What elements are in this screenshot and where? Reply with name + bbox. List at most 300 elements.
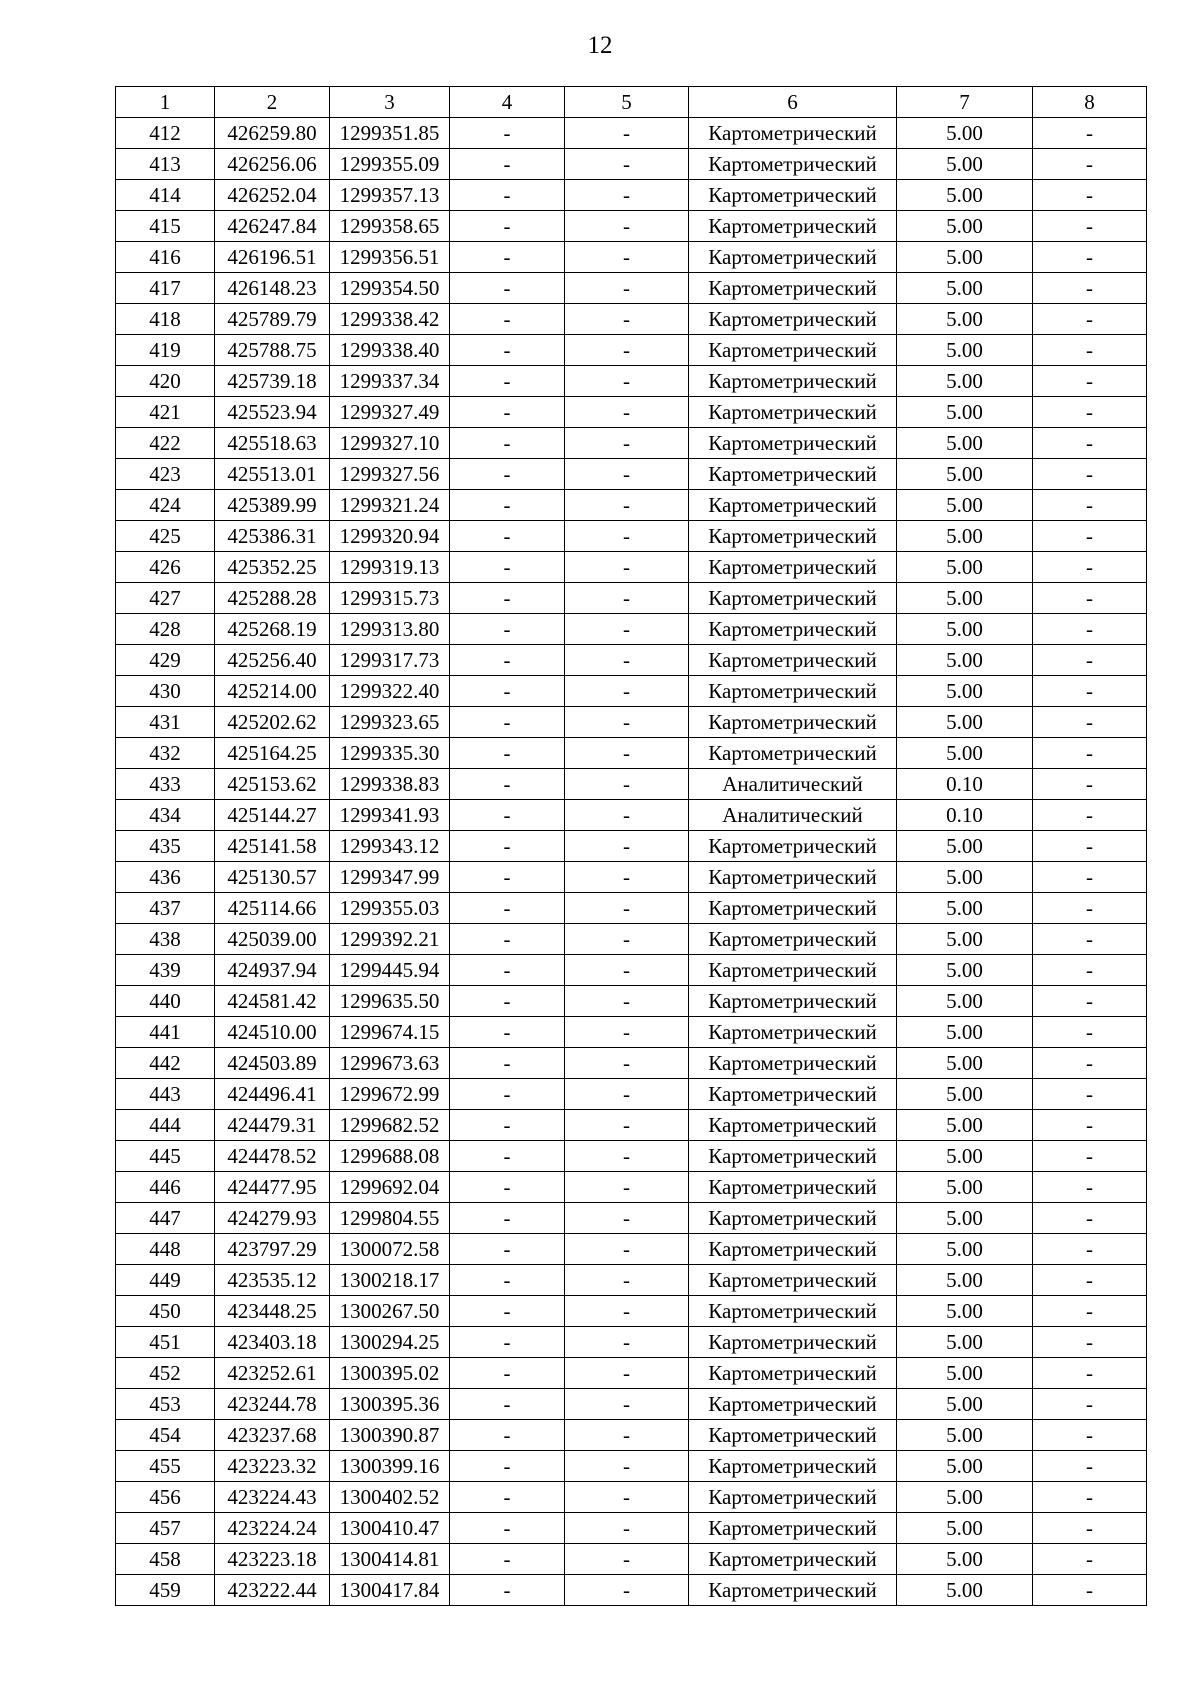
column-4-cell: -: [450, 335, 565, 366]
y-coordinate-cell: 1299317.73: [330, 645, 450, 676]
table-row: [116, 1265, 1147, 1296]
x-coordinate-cell: 423224.24: [215, 1513, 330, 1544]
table-row: [116, 335, 1147, 366]
accuracy-cell: 5.00: [897, 1203, 1033, 1234]
point-number-cell: 442: [116, 1048, 215, 1079]
accuracy-cell: 5.00: [897, 1296, 1033, 1327]
table-body: [116, 118, 1147, 1606]
point-number-cell: 459: [116, 1575, 215, 1606]
point-number-cell: 449: [116, 1265, 215, 1296]
y-coordinate-cell: 1300294.25: [330, 1327, 450, 1358]
table-row: [116, 645, 1147, 676]
table-row: [116, 242, 1147, 273]
column-5-cell: -: [565, 1203, 689, 1234]
y-coordinate-cell: 1299315.73: [330, 583, 450, 614]
x-coordinate-cell: 425513.01: [215, 459, 330, 490]
x-coordinate-cell: 423222.44: [215, 1575, 330, 1606]
column-5-cell: -: [565, 1482, 689, 1513]
table-row: [116, 428, 1147, 459]
y-coordinate-cell: 1300414.81: [330, 1544, 450, 1575]
column-5-cell: -: [565, 583, 689, 614]
accuracy-cell: 5.00: [897, 211, 1033, 242]
column-4-cell: -: [450, 614, 565, 645]
point-number-cell: 416: [116, 242, 215, 273]
point-number-cell: 445: [116, 1141, 215, 1172]
column-8-cell: -: [1033, 273, 1147, 304]
x-coordinate-cell: 426148.23: [215, 273, 330, 304]
column-4-cell: -: [450, 645, 565, 676]
table-row: [116, 521, 1147, 552]
x-coordinate-cell: 423448.25: [215, 1296, 330, 1327]
column-5-cell: -: [565, 893, 689, 924]
accuracy-cell: 5.00: [897, 428, 1033, 459]
table-row: [116, 304, 1147, 335]
method-cell: Картометрический: [689, 1265, 897, 1296]
method-cell: Картометрический: [689, 1296, 897, 1327]
accuracy-cell: 5.00: [897, 1389, 1033, 1420]
column-4-cell: -: [450, 304, 565, 335]
y-coordinate-cell: 1300072.58: [330, 1234, 450, 1265]
method-cell: Картометрический: [689, 1141, 897, 1172]
column-4-cell: -: [450, 521, 565, 552]
column-5-cell: -: [565, 831, 689, 862]
column-5-cell: -: [565, 645, 689, 676]
column-5-cell: -: [565, 304, 689, 335]
column-8-cell: -: [1033, 893, 1147, 924]
column-5-cell: -: [565, 552, 689, 583]
column-4-cell: -: [450, 1234, 565, 1265]
accuracy-cell: 5.00: [897, 738, 1033, 769]
method-cell: Картометрический: [689, 1048, 897, 1079]
method-cell: Аналитический: [689, 800, 897, 831]
column-8-cell: -: [1033, 769, 1147, 800]
column-5-cell: -: [565, 490, 689, 521]
column-8-cell: -: [1033, 1482, 1147, 1513]
y-coordinate-cell: 1299351.85: [330, 118, 450, 149]
y-coordinate-cell: 1299445.94: [330, 955, 450, 986]
point-number-cell: 440: [116, 986, 215, 1017]
point-number-cell: 437: [116, 893, 215, 924]
y-coordinate-cell: 1299338.42: [330, 304, 450, 335]
column-5-cell: -: [565, 1327, 689, 1358]
column-8-cell: -: [1033, 149, 1147, 180]
y-coordinate-cell: 1300417.84: [330, 1575, 450, 1606]
x-coordinate-cell: 425214.00: [215, 676, 330, 707]
column-8-cell: -: [1033, 1017, 1147, 1048]
method-cell: Картометрический: [689, 1389, 897, 1420]
x-coordinate-cell: 425386.31: [215, 521, 330, 552]
y-coordinate-cell: 1300395.02: [330, 1358, 450, 1389]
method-cell: Картометрический: [689, 1234, 897, 1265]
table-row: [116, 366, 1147, 397]
table-row: [116, 1079, 1147, 1110]
method-cell: Картометрический: [689, 428, 897, 459]
y-coordinate-cell: 1299313.80: [330, 614, 450, 645]
column-header: 6: [689, 87, 897, 118]
y-coordinate-cell: 1300218.17: [330, 1265, 450, 1296]
x-coordinate-cell: 424503.89: [215, 1048, 330, 1079]
accuracy-cell: 5.00: [897, 397, 1033, 428]
point-number-cell: 443: [116, 1079, 215, 1110]
coordinates-table: [115, 86, 1147, 1606]
column-4-cell: -: [450, 1141, 565, 1172]
column-8-cell: -: [1033, 118, 1147, 149]
column-8-cell: -: [1033, 986, 1147, 1017]
y-coordinate-cell: 1299335.30: [330, 738, 450, 769]
column-header: 2: [215, 87, 330, 118]
column-header: 3: [330, 87, 450, 118]
x-coordinate-cell: 424510.00: [215, 1017, 330, 1048]
column-4-cell: -: [450, 1110, 565, 1141]
y-coordinate-cell: 1300267.50: [330, 1296, 450, 1327]
method-cell: Картометрический: [689, 614, 897, 645]
accuracy-cell: 5.00: [897, 521, 1033, 552]
x-coordinate-cell: 425039.00: [215, 924, 330, 955]
accuracy-cell: 5.00: [897, 552, 1033, 583]
column-5-cell: -: [565, 1141, 689, 1172]
column-4-cell: -: [450, 955, 565, 986]
column-8-cell: -: [1033, 1544, 1147, 1575]
y-coordinate-cell: 1299338.83: [330, 769, 450, 800]
x-coordinate-cell: 423223.18: [215, 1544, 330, 1575]
column-header: 8: [1033, 87, 1147, 118]
y-coordinate-cell: 1300390.87: [330, 1420, 450, 1451]
column-8-cell: -: [1033, 304, 1147, 335]
column-5-cell: -: [565, 614, 689, 645]
x-coordinate-cell: 425153.62: [215, 769, 330, 800]
y-coordinate-cell: 1299692.04: [330, 1172, 450, 1203]
column-4-cell: -: [450, 676, 565, 707]
column-5-cell: -: [565, 924, 689, 955]
column-5-cell: -: [565, 1079, 689, 1110]
x-coordinate-cell: 425141.58: [215, 831, 330, 862]
point-number-cell: 456: [116, 1482, 215, 1513]
column-8-cell: -: [1033, 738, 1147, 769]
accuracy-cell: 5.00: [897, 242, 1033, 273]
column-4-cell: -: [450, 1358, 565, 1389]
table-row: [116, 1389, 1147, 1420]
point-number-cell: 434: [116, 800, 215, 831]
column-5-cell: -: [565, 149, 689, 180]
accuracy-cell: 5.00: [897, 831, 1033, 862]
column-5-cell: -: [565, 1358, 689, 1389]
column-8-cell: -: [1033, 1327, 1147, 1358]
x-coordinate-cell: 426256.06: [215, 149, 330, 180]
column-8-cell: -: [1033, 1172, 1147, 1203]
accuracy-cell: 5.00: [897, 924, 1033, 955]
table-row: [116, 490, 1147, 521]
table-row: [116, 986, 1147, 1017]
column-8-cell: -: [1033, 862, 1147, 893]
table-row: [116, 1172, 1147, 1203]
point-number-cell: 412: [116, 118, 215, 149]
point-number-cell: 429: [116, 645, 215, 676]
accuracy-cell: 5.00: [897, 273, 1033, 304]
column-8-cell: -: [1033, 552, 1147, 583]
y-coordinate-cell: 1299341.93: [330, 800, 450, 831]
column-4-cell: -: [450, 924, 565, 955]
column-4-cell: -: [450, 459, 565, 490]
point-number-cell: 452: [116, 1358, 215, 1389]
table-row: [116, 1296, 1147, 1327]
accuracy-cell: 5.00: [897, 180, 1033, 211]
y-coordinate-cell: 1299357.13: [330, 180, 450, 211]
table-row: [116, 1358, 1147, 1389]
column-8-cell: -: [1033, 800, 1147, 831]
y-coordinate-cell: 1299673.63: [330, 1048, 450, 1079]
x-coordinate-cell: 426247.84: [215, 211, 330, 242]
y-coordinate-cell: 1299327.49: [330, 397, 450, 428]
table-row: [116, 273, 1147, 304]
column-header: 1: [116, 87, 215, 118]
method-cell: Картометрический: [689, 893, 897, 924]
column-8-cell: -: [1033, 459, 1147, 490]
column-5-cell: -: [565, 366, 689, 397]
column-5-cell: -: [565, 1420, 689, 1451]
accuracy-cell: 5.00: [897, 1172, 1033, 1203]
column-4-cell: -: [450, 1017, 565, 1048]
column-4-cell: -: [450, 1203, 565, 1234]
point-number-cell: 432: [116, 738, 215, 769]
method-cell: Картометрический: [689, 273, 897, 304]
x-coordinate-cell: 423252.61: [215, 1358, 330, 1389]
column-5-cell: -: [565, 428, 689, 459]
method-cell: Картометрический: [689, 707, 897, 738]
column-8-cell: -: [1033, 583, 1147, 614]
y-coordinate-cell: 1299672.99: [330, 1079, 450, 1110]
point-number-cell: 433: [116, 769, 215, 800]
column-5-cell: -: [565, 521, 689, 552]
method-cell: Картометрический: [689, 335, 897, 366]
y-coordinate-cell: 1299635.50: [330, 986, 450, 1017]
table-row: [116, 211, 1147, 242]
method-cell: Картометрический: [689, 1420, 897, 1451]
column-4-cell: -: [450, 490, 565, 521]
column-5-cell: -: [565, 1451, 689, 1482]
y-coordinate-cell: 1299319.13: [330, 552, 450, 583]
column-4-cell: -: [450, 118, 565, 149]
method-cell: Картометрический: [689, 211, 897, 242]
method-cell: Картометрический: [689, 1172, 897, 1203]
column-5-cell: -: [565, 1296, 689, 1327]
accuracy-cell: 5.00: [897, 118, 1033, 149]
accuracy-cell: 5.00: [897, 1482, 1033, 1513]
column-8-cell: -: [1033, 211, 1147, 242]
x-coordinate-cell: 423244.78: [215, 1389, 330, 1420]
method-cell: Картометрический: [689, 490, 897, 521]
point-number-cell: 425: [116, 521, 215, 552]
column-5-cell: -: [565, 397, 689, 428]
column-8-cell: -: [1033, 1141, 1147, 1172]
accuracy-cell: 5.00: [897, 955, 1033, 986]
column-5-cell: -: [565, 1265, 689, 1296]
column-5-cell: -: [565, 211, 689, 242]
column-4-cell: -: [450, 583, 565, 614]
column-4-cell: -: [450, 180, 565, 211]
accuracy-cell: 5.00: [897, 893, 1033, 924]
column-8-cell: -: [1033, 366, 1147, 397]
x-coordinate-cell: 425352.25: [215, 552, 330, 583]
x-coordinate-cell: 425288.28: [215, 583, 330, 614]
accuracy-cell: 5.00: [897, 335, 1033, 366]
table-row: [116, 1420, 1147, 1451]
accuracy-cell: 5.00: [897, 1017, 1033, 1048]
x-coordinate-cell: 425389.99: [215, 490, 330, 521]
table-header-row: [116, 87, 1147, 118]
column-8-cell: -: [1033, 1079, 1147, 1110]
column-4-cell: -: [450, 986, 565, 1017]
method-cell: Картометрический: [689, 1513, 897, 1544]
method-cell: Картометрический: [689, 1017, 897, 1048]
method-cell: Аналитический: [689, 769, 897, 800]
column-4-cell: -: [450, 1265, 565, 1296]
y-coordinate-cell: 1299322.40: [330, 676, 450, 707]
column-8-cell: -: [1033, 1203, 1147, 1234]
method-cell: Картометрический: [689, 180, 897, 211]
table-row: [116, 118, 1147, 149]
point-number-cell: 450: [116, 1296, 215, 1327]
column-5-cell: -: [565, 738, 689, 769]
x-coordinate-cell: 423224.43: [215, 1482, 330, 1513]
point-number-cell: 415: [116, 211, 215, 242]
accuracy-cell: 5.00: [897, 862, 1033, 893]
column-4-cell: -: [450, 769, 565, 800]
x-coordinate-cell: 425268.19: [215, 614, 330, 645]
point-number-cell: 417: [116, 273, 215, 304]
column-4-cell: -: [450, 1296, 565, 1327]
column-5-cell: -: [565, 1575, 689, 1606]
column-8-cell: -: [1033, 1513, 1147, 1544]
table-row: [116, 924, 1147, 955]
table-row: [116, 1544, 1147, 1575]
point-number-cell: 438: [116, 924, 215, 955]
accuracy-cell: 5.00: [897, 986, 1033, 1017]
table-row: [116, 459, 1147, 490]
table-row: [116, 738, 1147, 769]
point-number-cell: 424: [116, 490, 215, 521]
method-cell: Картометрический: [689, 552, 897, 583]
column-8-cell: -: [1033, 490, 1147, 521]
table-row: [116, 552, 1147, 583]
accuracy-cell: 5.00: [897, 614, 1033, 645]
column-8-cell: -: [1033, 180, 1147, 211]
x-coordinate-cell: 423797.29: [215, 1234, 330, 1265]
accuracy-cell: 5.00: [897, 1234, 1033, 1265]
point-number-cell: 448: [116, 1234, 215, 1265]
method-cell: Картометрический: [689, 521, 897, 552]
table-row: [116, 800, 1147, 831]
y-coordinate-cell: 1299682.52: [330, 1110, 450, 1141]
column-4-cell: -: [450, 800, 565, 831]
accuracy-cell: 5.00: [897, 707, 1033, 738]
table-row: [116, 955, 1147, 986]
table-row: [116, 707, 1147, 738]
table-row: [116, 769, 1147, 800]
y-coordinate-cell: 1299338.40: [330, 335, 450, 366]
point-number-cell: 414: [116, 180, 215, 211]
x-coordinate-cell: 425739.18: [215, 366, 330, 397]
y-coordinate-cell: 1300402.52: [330, 1482, 450, 1513]
table-row: [116, 180, 1147, 211]
column-4-cell: -: [450, 242, 565, 273]
column-header: 4: [450, 87, 565, 118]
point-number-cell: 419: [116, 335, 215, 366]
x-coordinate-cell: 425518.63: [215, 428, 330, 459]
column-8-cell: -: [1033, 1265, 1147, 1296]
column-4-cell: -: [450, 1048, 565, 1079]
x-coordinate-cell: 425164.25: [215, 738, 330, 769]
point-number-cell: 435: [116, 831, 215, 862]
point-number-cell: 426: [116, 552, 215, 583]
y-coordinate-cell: 1299355.09: [330, 149, 450, 180]
y-coordinate-cell: 1299320.94: [330, 521, 450, 552]
column-5-cell: -: [565, 1389, 689, 1420]
column-8-cell: -: [1033, 1451, 1147, 1482]
column-5-cell: -: [565, 862, 689, 893]
accuracy-cell: 5.00: [897, 490, 1033, 521]
column-5-cell: -: [565, 800, 689, 831]
column-5-cell: -: [565, 707, 689, 738]
column-8-cell: -: [1033, 645, 1147, 676]
x-coordinate-cell: 425523.94: [215, 397, 330, 428]
column-8-cell: -: [1033, 428, 1147, 459]
point-number-cell: 447: [116, 1203, 215, 1234]
column-header: 5: [565, 87, 689, 118]
accuracy-cell: 5.00: [897, 676, 1033, 707]
x-coordinate-cell: 423223.32: [215, 1451, 330, 1482]
accuracy-cell: 5.00: [897, 583, 1033, 614]
column-8-cell: -: [1033, 831, 1147, 862]
column-4-cell: -: [450, 149, 565, 180]
accuracy-cell: 0.10: [897, 800, 1033, 831]
accuracy-cell: 5.00: [897, 1513, 1033, 1544]
method-cell: Картометрический: [689, 738, 897, 769]
column-4-cell: -: [450, 893, 565, 924]
column-4-cell: -: [450, 1420, 565, 1451]
column-8-cell: -: [1033, 1575, 1147, 1606]
column-5-cell: -: [565, 769, 689, 800]
column-4-cell: -: [450, 1079, 565, 1110]
column-5-cell: -: [565, 118, 689, 149]
column-5-cell: -: [565, 273, 689, 304]
table-row: [116, 1234, 1147, 1265]
method-cell: Картометрический: [689, 242, 897, 273]
column-4-cell: -: [450, 1451, 565, 1482]
table-row: [116, 614, 1147, 645]
method-cell: Картометрический: [689, 1544, 897, 1575]
column-5-cell: -: [565, 242, 689, 273]
column-4-cell: -: [450, 428, 565, 459]
table-row: [116, 1575, 1147, 1606]
y-coordinate-cell: 1299327.10: [330, 428, 450, 459]
column-8-cell: -: [1033, 707, 1147, 738]
table-row: [116, 893, 1147, 924]
accuracy-cell: 5.00: [897, 149, 1033, 180]
table-row: [116, 1482, 1147, 1513]
method-cell: Картометрический: [689, 118, 897, 149]
point-number-cell: 427: [116, 583, 215, 614]
method-cell: Картометрический: [689, 149, 897, 180]
method-cell: Картометрический: [689, 304, 897, 335]
table-row: [116, 1141, 1147, 1172]
method-cell: Картометрический: [689, 924, 897, 955]
y-coordinate-cell: 1299323.65: [330, 707, 450, 738]
accuracy-cell: 5.00: [897, 459, 1033, 490]
y-coordinate-cell: 1300410.47: [330, 1513, 450, 1544]
accuracy-cell: 5.00: [897, 1048, 1033, 1079]
method-cell: Картометрический: [689, 397, 897, 428]
accuracy-cell: 5.00: [897, 1141, 1033, 1172]
